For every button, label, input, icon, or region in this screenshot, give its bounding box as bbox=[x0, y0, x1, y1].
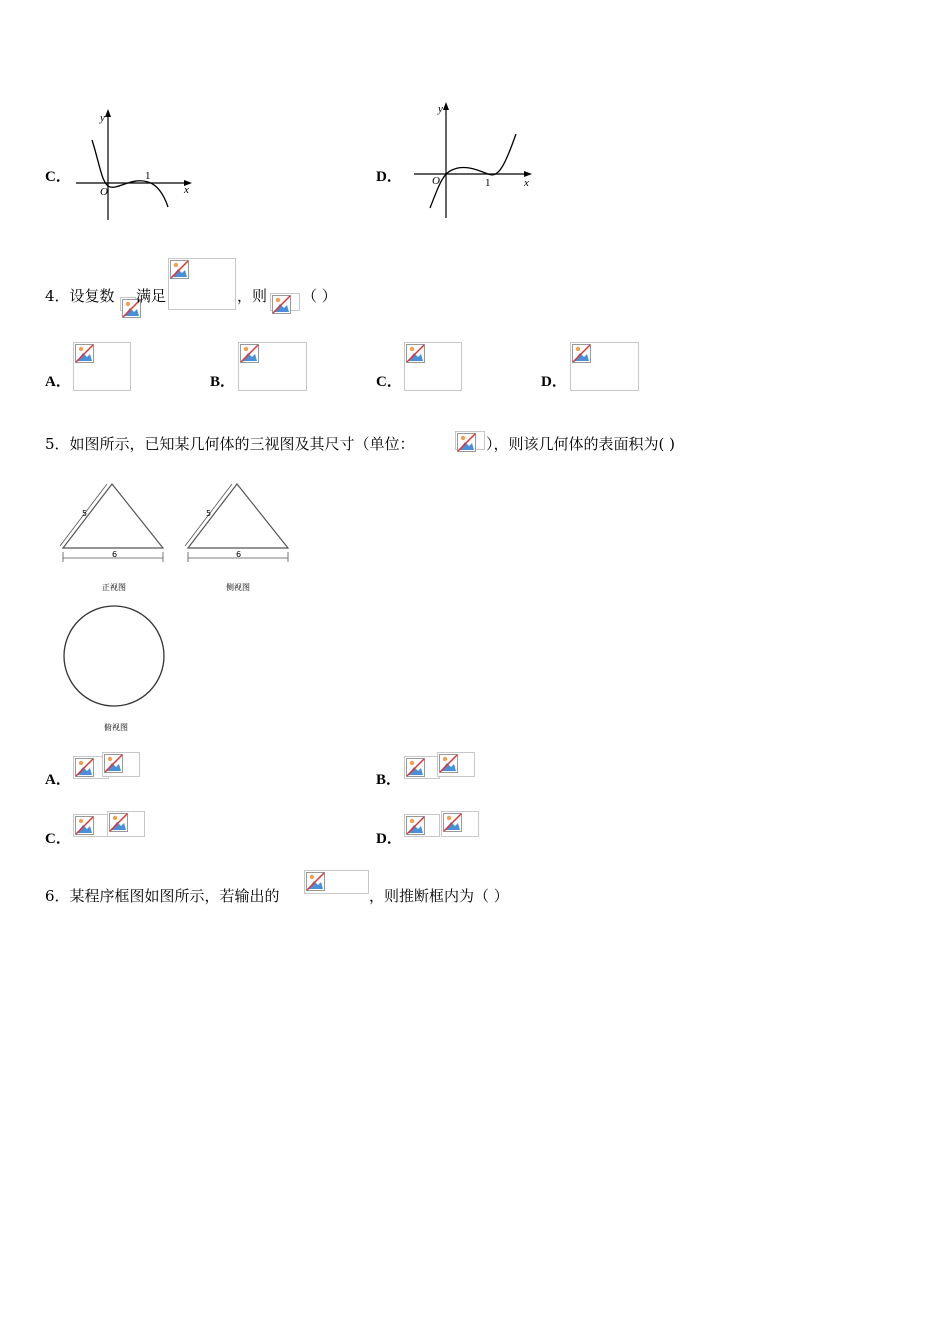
broken-image-icon bbox=[572, 344, 592, 364]
q4-option-b-label: B． bbox=[210, 374, 236, 390]
broken-image-icon bbox=[406, 758, 426, 778]
q5-option-c-label: C． bbox=[45, 831, 71, 847]
q5-option-c-image-2 bbox=[107, 811, 145, 837]
q4-stem-part2: 满足 bbox=[136, 287, 167, 305]
broken-image-icon bbox=[439, 754, 459, 774]
q4-condition-image bbox=[168, 258, 236, 310]
broken-image-icon bbox=[170, 260, 190, 280]
broken-image-icon bbox=[272, 295, 292, 315]
broken-image-icon bbox=[75, 816, 95, 836]
side-view-base-label: 6 bbox=[236, 550, 242, 559]
q4-option-c-label: C． bbox=[376, 374, 402, 390]
q4-stem-part4: （ ） bbox=[302, 287, 337, 305]
graph-d-y-label: y bbox=[438, 103, 443, 115]
front-view-slant-label: 5 bbox=[82, 509, 88, 518]
graph-c-x-label: x bbox=[184, 184, 189, 196]
q4-option-b-image bbox=[238, 342, 307, 391]
q5-option-b-image-1 bbox=[404, 756, 440, 779]
graph-c-origin: O bbox=[100, 186, 108, 198]
q5-option-c-image-1 bbox=[73, 814, 109, 837]
broken-image-icon bbox=[240, 344, 260, 364]
top-view-diagram bbox=[55, 600, 175, 740]
broken-image-icon bbox=[406, 344, 426, 364]
side-view-caption: 侧视图 bbox=[226, 583, 250, 592]
q4-option-c-image bbox=[404, 342, 462, 391]
broken-image-icon bbox=[457, 433, 477, 453]
q4-option-d-label: D． bbox=[541, 374, 567, 390]
option-c-label: C． bbox=[45, 169, 71, 185]
broken-image-icon bbox=[104, 754, 124, 774]
graph-d-origin: O bbox=[432, 175, 440, 187]
q5-option-b-label: B． bbox=[376, 772, 402, 788]
q4-formula-z-image bbox=[120, 297, 136, 311]
q5-option-a-image-2 bbox=[102, 752, 140, 777]
q4-option-d-image bbox=[570, 342, 639, 391]
broken-image-icon bbox=[75, 344, 95, 364]
front-view-base-label: 6 bbox=[112, 550, 118, 559]
q4-option-a-image bbox=[73, 342, 131, 391]
q6-stem-part2: ，则推断框内为（ ） bbox=[369, 887, 509, 905]
option-d-label: D． bbox=[376, 169, 402, 185]
side-view-diagram bbox=[178, 478, 298, 598]
graph-d-tick: 1 bbox=[485, 177, 491, 189]
q5-option-a-label: A． bbox=[45, 772, 71, 788]
side-view-slant-label: 5 bbox=[206, 509, 212, 518]
graph-d-x-label: x bbox=[524, 177, 529, 189]
q6-output-image bbox=[304, 870, 369, 894]
q5-stem-part2: ），则该几何体的表面积为( ) bbox=[486, 435, 675, 453]
broken-image-icon bbox=[306, 872, 326, 892]
q5-stem-part1: 5．如图所示，已知某几何体的三视图及其尺寸（单位： bbox=[45, 435, 415, 453]
front-view-caption: 正视图 bbox=[102, 583, 126, 592]
graph-option-c bbox=[72, 105, 197, 225]
graph-c-y-label: y bbox=[100, 112, 105, 124]
q4-stem-part3: ，则 bbox=[237, 287, 268, 305]
q5-option-b-image-2 bbox=[437, 752, 475, 777]
broken-image-icon bbox=[75, 758, 95, 778]
broken-image-icon bbox=[443, 813, 463, 833]
q5-option-d-image-2 bbox=[441, 811, 479, 837]
q5-unit-image bbox=[455, 431, 485, 450]
q4-target-image bbox=[270, 293, 300, 311]
q4-option-a-label: A． bbox=[45, 374, 71, 390]
front-view-diagram bbox=[55, 478, 175, 598]
q5-option-d-image-1 bbox=[404, 814, 440, 837]
q5-option-d-label: D． bbox=[376, 831, 402, 847]
graph-option-d bbox=[408, 98, 538, 223]
broken-image-icon bbox=[109, 813, 129, 833]
graph-c-tick: 1 bbox=[145, 170, 151, 182]
broken-image-icon bbox=[406, 816, 426, 836]
top-view-caption: 俯视图 bbox=[104, 723, 128, 732]
q4-stem-part1: 4．设复数 bbox=[45, 287, 115, 305]
q6-stem-part1: 6．某程序框图如图所示，若输出的 bbox=[45, 887, 280, 905]
